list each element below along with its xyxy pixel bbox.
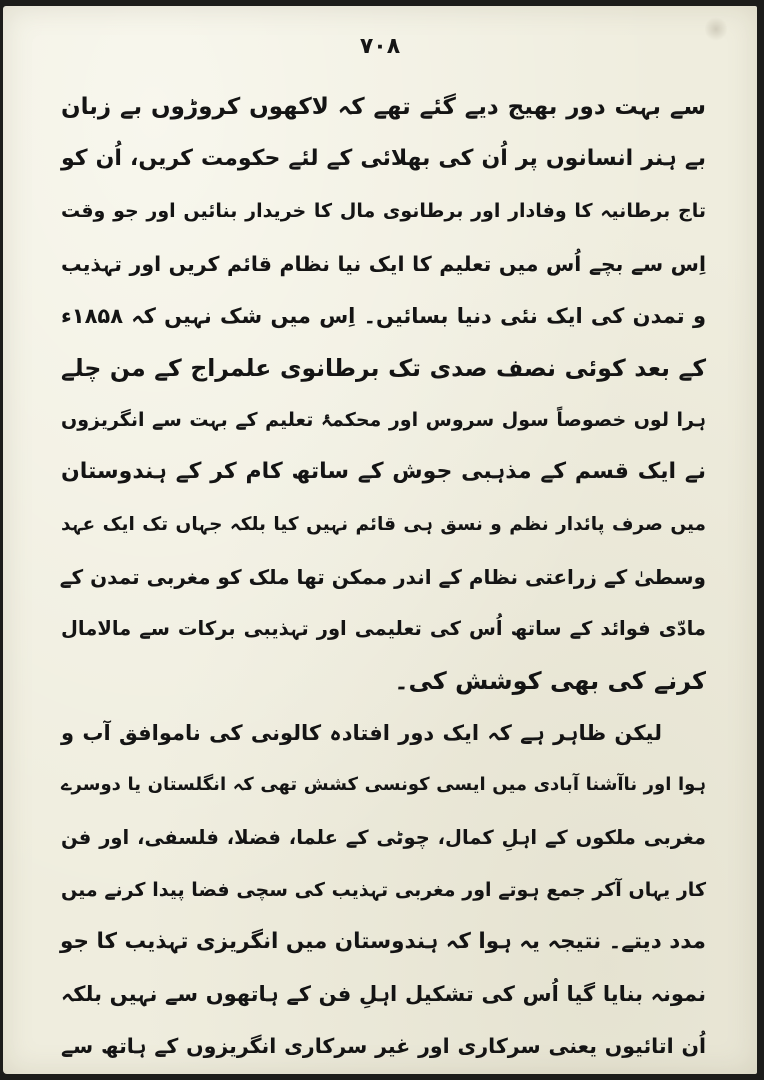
text-line: و تمدن کی ایک نئی دنیا بسائیں۔ اِس میں شک نہیں کہ ۱۸۵۸ء	[61, 303, 706, 328]
paragraph-end-line: کرنے کی بھی کوشش کی۔	[394, 667, 706, 696]
text-line: نے ایک قسم کے مذہبی جوش کے ساتھ کام کر کے ہندوستان	[61, 459, 706, 485]
text-line: مادّی فوائد کے ساتھ اُس کی تعلیمی اور تہذیبی برکات سے مالامال	[61, 616, 706, 640]
text-line: مغربی ملکوں کے اہلِ کمال، چوٹی کے علما، فضلا، فلسفی، اور فن	[61, 825, 706, 849]
text-line: اُن اتائیوں یعنی سرکاری اور غیر سرکاری انگریزوں کے ہاتھ سے	[61, 1034, 706, 1059]
text-line: اِس سے بچے اُس میں تعلیم کا ایک نیا نظام قائم کریں اور تہذیب	[61, 251, 706, 276]
text-line: سے بہت دور بھیج دیے گئے تھے کہ لاکھوں کروڑوں بے زبان	[61, 94, 706, 120]
book-page	[3, 6, 757, 1074]
text-line: میں صرف پائدار نظم و نسق ہی قائم نہیں کیا بلکہ جہاں تک ایک عہد	[61, 513, 706, 535]
text-line: ہرا لوں خصوصاً سول سروس اور محکمۂ تعلیم کے بہت سے انگریزوں	[61, 409, 706, 432]
text-line: کے بعد کوئی نصف صدی تک برطانوی علمراج کے من چلے	[61, 353, 706, 382]
page-number: ۷۰۸	[359, 34, 401, 59]
text-line: وسطیٰ کے زراعتی نظام کے اندر ممکن تھا ملک کو مغربی تمدن کے	[59, 564, 706, 589]
text-line: تاج برطانیہ کا وفادار اور برطانوی مال کا خریدار بنائیں اور جو وقت	[61, 200, 706, 223]
body-text	[61, 81, 706, 1073]
text-line: نمونہ بنایا گیا اُس کی تشکیل اہلِ فن کے ہاتھوں سے نہیں بلکہ	[61, 982, 706, 1007]
text-line: ہوا اور ناآشنا آبادی میں ایسی کونسی کشش تھی کہ انگلستان یا دوسرے	[61, 774, 706, 796]
paragraph-start-line: لیکن ظاہر ہے کہ ایک دور افتادہ کالونی کی ناموافق آب و	[61, 721, 662, 746]
text-line: مدد دیتے۔ نتیجہ یہ ہوا کہ ہندوستان میں انگریزی تہذیب کا جو	[60, 929, 706, 954]
text-line: کار یہاں آکر جمع ہوتے اور مغربی تہذیب کی سچی فضا پیدا کرنے میں	[61, 878, 706, 901]
text-line: بے ہنر انسانوں پر اُن کی بھلائی کے لئے حکومت کریں، اُن کو	[61, 146, 706, 172]
